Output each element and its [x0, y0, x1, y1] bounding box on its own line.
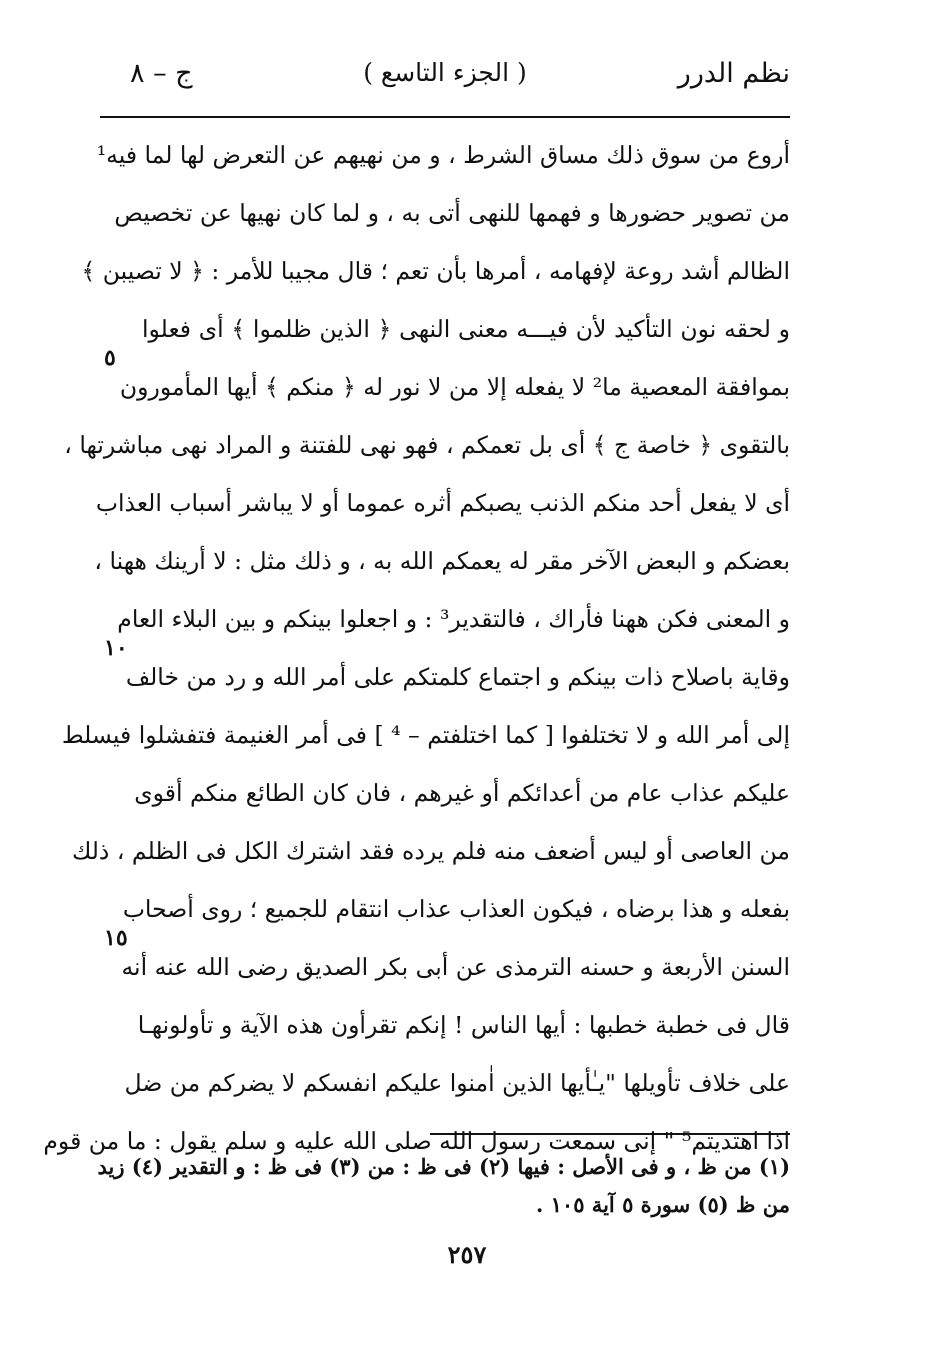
- volume-reference: ج – ٨: [130, 58, 193, 89]
- text-line: من تصوير حضورها و فهمها للنهى أتى به ، و لما كان نهيها عن تخصيص: [114, 199, 790, 227]
- text-line: اذا اهتديتم⁵ " إنى سمعت رسول الله صلى الله عليه و سلم يقول : ما من قوم: [43, 1127, 790, 1155]
- text-line: بموافقة المعصية ما² لا يفعله إلا من لا نور له ﴿ منكم ﴾ أيها المأمورون: [119, 373, 790, 401]
- part-label: ( الجزء التاسع ): [363, 58, 527, 87]
- text-line: بعضكم و البعض الآخر مقر له يعمكم الله به ، و ذلك مثل : لا أرينك ههنا ،: [94, 547, 790, 575]
- text-line: و لحقه نون التأكيد لأن فيـــه معنى النهى ﴿ الذين ظلموا ﴾ أى فعلوا: [142, 315, 790, 343]
- line-number-15: ١٥: [104, 925, 128, 951]
- footnotes: [97, 1148, 790, 1224]
- text-line: قال فى خطبة خطبها : أيها الناس ! إنكم تقرأون هذه الآية و تأولونهـا: [137, 1011, 790, 1039]
- line-number-10: ١٠: [104, 635, 128, 661]
- text-line: أى لا يفعل أحد منكم الذنب يصبكم أثره عموما أو لا يباشر أسباب العذاب: [95, 489, 790, 517]
- text-line: عليكم عذاب عام من أعدائكم أو غيرهم ، فان كان الطائع منكم أقوى: [134, 779, 790, 807]
- line-number-5: ٥: [104, 345, 116, 371]
- text-line: بالتقوى ﴿ خاصة ج ﴾ أى بل تعمكم ، فهو نهى للفتنة و المراد نهى مباشرتها ،: [64, 431, 790, 459]
- text-line: إلى أمر الله و لا تختلفوا [ كما اختلفتم – ⁴ ] فى أمر الغنيمة فتفشلوا فيسلط: [61, 721, 790, 749]
- text-line: على خلاف تأويلها "يـٰأيها الذين اٰمنوا عليكم انفسكم لا يضركم من ضل: [124, 1069, 790, 1097]
- text-line: الظالم أشد روعة لإفهامه ، أمرها بأن تعم ؛ قال مجيبا للأمر : ﴿ لا تصيبن ﴾: [81, 257, 790, 285]
- footnote-line: (١) من ظ ، و فى الأصل : فيها (٢) فى ظ : من (٣) فى ظ : و التقدير (٤) زيد: [97, 1154, 790, 1179]
- header-rule: [100, 116, 790, 118]
- text-line: وقاية باصلاح ذات بينكم و اجتماع كلمتكم على أمر الله و رد من خالف: [125, 663, 790, 691]
- footnote-line: من ظ (٥) سورة ٥ آية ١٠٥ .: [536, 1192, 790, 1217]
- page-header: [100, 58, 790, 102]
- book-title: نظم الدرر: [677, 58, 790, 89]
- text-line: من العاصى أو ليس أضعف منه فلم يرده فقد اشترك الكل فى الظلم ، ذلك: [71, 837, 790, 865]
- text-line: بفعله و هذا برضاه ، فيكون العذاب عذاب انتقام للجميع ؛ روى أصحاب: [122, 895, 790, 923]
- page-number: ٢٥٧: [447, 1240, 487, 1269]
- footnote-rule: [430, 1133, 790, 1135]
- text-line: أروع من سوق ذلك مساق الشرط ، و من نهيهم عن التعرض لها لما فيه¹: [96, 141, 790, 169]
- text-line: و المعنى فكن ههنا فأراك ، فالتقدير³ : و اجعلوا بينكم و بين البلاء العام: [117, 605, 790, 633]
- text-line: السنن الأربعة و حسنه الترمذى عن أبى بكر الصديق رضى الله عنه أنه: [121, 953, 790, 981]
